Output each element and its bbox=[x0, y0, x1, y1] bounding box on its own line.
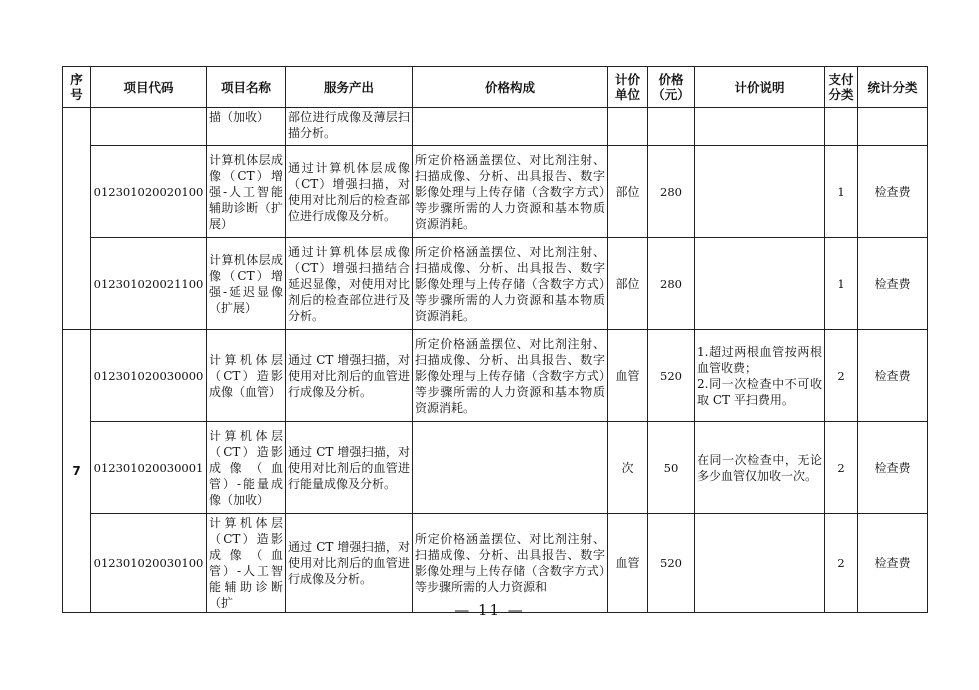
header-stat: 统计分类 bbox=[858, 67, 928, 108]
header-code: 项目代码 bbox=[91, 67, 207, 108]
table-row bbox=[63, 422, 928, 514]
note-cell bbox=[695, 514, 825, 613]
table-row bbox=[63, 108, 928, 146]
price-table bbox=[62, 66, 928, 613]
name-cell: 计算机体层（CT）造影成像（血管） bbox=[207, 330, 286, 422]
note-cell bbox=[695, 108, 825, 146]
code-cell: 012301020030000 bbox=[91, 330, 207, 422]
note-cell: 在同一次检查中，无论多少血管仅加收一次。 bbox=[695, 422, 825, 514]
composition-cell bbox=[413, 108, 608, 146]
unit-cell: 血管 bbox=[608, 330, 648, 422]
table-row bbox=[63, 146, 928, 238]
service-cell: 通过 CT 增强扫描，对使用对比剂后的血管进行成像及分析。 bbox=[286, 514, 413, 613]
code-cell: 012301020030001 bbox=[91, 422, 207, 514]
unit-cell bbox=[608, 108, 648, 146]
service-cell: 通过计算机体层成像（CT）增强扫描结合延迟显像，对使用对比剂后的检查部位进行及分析。 bbox=[286, 238, 413, 330]
header-note: 计价说明 bbox=[695, 67, 825, 108]
price-cell: 520 bbox=[648, 330, 695, 422]
service-cell: 部位进行成像及薄层扫描分析。 bbox=[286, 108, 413, 146]
page-number: — 11 — bbox=[454, 601, 525, 619]
price-cell bbox=[648, 108, 695, 146]
unit-cell: 部位 bbox=[608, 238, 648, 330]
name-cell: 计算机体层（CT）造影成像（血管）-能量成像（加收） bbox=[207, 422, 286, 514]
note-cell bbox=[695, 238, 825, 330]
composition-cell: 所定价格涵盖摆位、对比剂注射、扫描成像、分析、出具报告、数字影像处理与上传存储（含数字方式）等步骤所需的人力资源和基本物质资源消耗。 bbox=[413, 146, 608, 238]
note-cell bbox=[695, 146, 825, 238]
composition-cell bbox=[413, 422, 608, 514]
stat-cell: 检查费 bbox=[858, 146, 928, 238]
code-cell: 012301020030100 bbox=[91, 514, 207, 613]
service-cell: 通过 CT 增强扫描，对使用对比剂后的血管进行成像及分析。 bbox=[286, 330, 413, 422]
price-cell: 50 bbox=[648, 422, 695, 514]
stat-cell: 检查费 bbox=[858, 238, 928, 330]
name-cell: 计算机体层（CT）造影成像（血管）-人工智能辅助诊断（扩 bbox=[207, 514, 286, 613]
pay-cell: 2 bbox=[825, 514, 858, 613]
composition-cell: 所定价格涵盖摆位、对比剂注射、扫描成像、分析、出具报告、数字影像处理与上传存储（含数字方式）等步骤所需的人力资源和 bbox=[413, 514, 608, 613]
price-cell: 280 bbox=[648, 146, 695, 238]
composition-cell: 所定价格涵盖摆位、对比剂注射、扫描成像、分析、出具报告、数字影像处理与上传存储（含数字方式）等步骤所需的人力资源和基本物质资源消耗。 bbox=[413, 330, 608, 422]
header-service: 服务产出 bbox=[286, 67, 413, 108]
name-cell: 计算机体层成像（CT）增强-延迟显像（扩展） bbox=[207, 238, 286, 330]
pay-cell: 2 bbox=[825, 422, 858, 514]
header-composition: 价格构成 bbox=[413, 67, 608, 108]
composition-cell: 所定价格涵盖摆位、对比剂注射、扫描成像、分析、出具报告、数字影像处理与上传存储（含数字方式）等步骤所需的人力资源和基本物质资源消耗。 bbox=[413, 238, 608, 330]
pay-cell: 1 bbox=[825, 238, 858, 330]
price-cell: 280 bbox=[648, 238, 695, 330]
service-cell: 通过 CT 增强扫描，对使用对比剂后的血管进行能量成像及分析。 bbox=[286, 422, 413, 514]
code-cell bbox=[91, 108, 207, 146]
unit-cell: 部位 bbox=[608, 146, 648, 238]
name-cell: 计算机体层成像（CT）增强-人工智能辅助诊断（扩展） bbox=[207, 146, 286, 238]
header-pay: 支付 分类 bbox=[825, 67, 858, 108]
table-header-row bbox=[63, 67, 928, 108]
pay-cell: 2 bbox=[825, 330, 858, 422]
header-seq: 序 号 bbox=[63, 67, 91, 108]
header-price: 价格 （元） bbox=[648, 67, 695, 108]
code-cell: 012301020020100 bbox=[91, 146, 207, 238]
seq-cell: 7 bbox=[63, 330, 91, 613]
name-cell: 描（加收） bbox=[207, 108, 286, 146]
price-cell: 520 bbox=[648, 514, 695, 613]
table-row bbox=[63, 238, 928, 330]
service-cell: 通过计算机体层成像（CT）增强扫描，对使用对比剂后的检查部位进行成像及分析。 bbox=[286, 146, 413, 238]
header-unit: 计价 单位 bbox=[608, 67, 648, 108]
stat-cell: 检查费 bbox=[858, 514, 928, 613]
code-cell: 012301020021100 bbox=[91, 238, 207, 330]
table-row bbox=[63, 514, 928, 613]
pay-cell bbox=[825, 108, 858, 146]
unit-cell: 次 bbox=[608, 422, 648, 514]
seq-cell bbox=[63, 108, 91, 330]
stat-cell bbox=[858, 108, 928, 146]
unit-cell: 血管 bbox=[608, 514, 648, 613]
stat-cell: 检查费 bbox=[858, 422, 928, 514]
header-name: 项目名称 bbox=[207, 67, 286, 108]
table-row bbox=[63, 330, 928, 422]
note-cell: 1.超过两根血管按两根血管收费； 2.同一次检查中不可收取 CT 平扫费用。 bbox=[695, 330, 825, 422]
stat-cell: 检查费 bbox=[858, 330, 928, 422]
pay-cell: 1 bbox=[825, 146, 858, 238]
